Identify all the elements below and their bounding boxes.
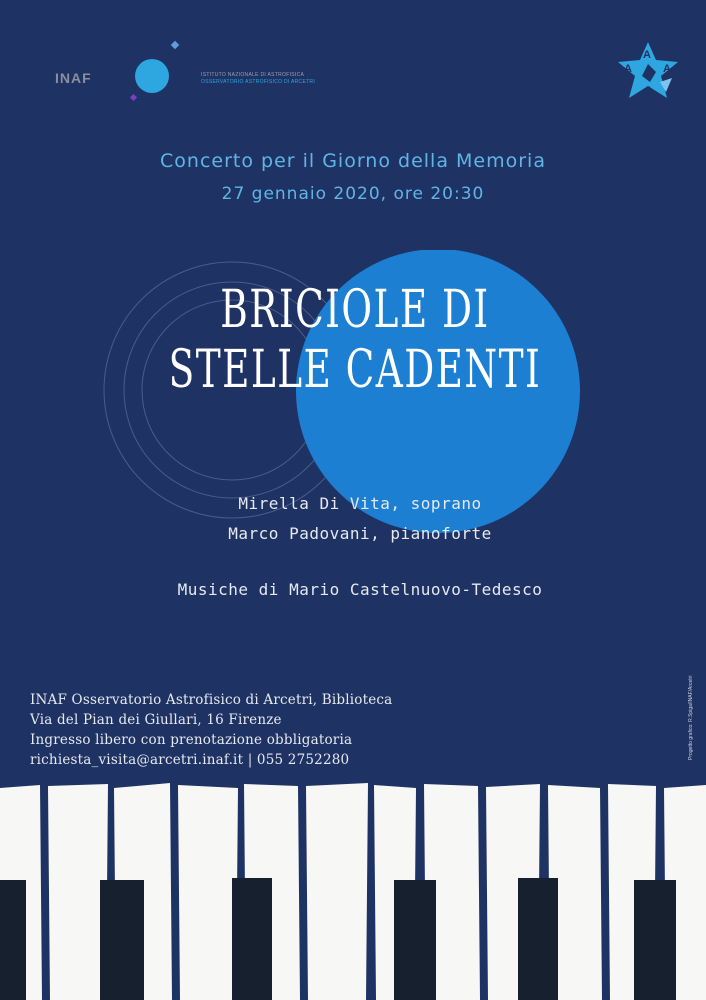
main-title-line-1: BRICIOLE DI	[220, 280, 490, 340]
composer-line: Musiche di Mario Castelnuovo-Tedesco	[177, 580, 543, 599]
performer-soprano: Mirella Di Vita, soprano	[238, 494, 482, 513]
design-credit: Progetto grafico: R.Spiga/INAF/Arcetri	[688, 675, 694, 760]
institute-name: ISTITUTO NAZIONALE DI ASTROFISICA	[201, 72, 305, 78]
inaf-logo-text: INAF	[55, 70, 92, 86]
svg-text:A: A	[643, 49, 651, 61]
star-aaaa-logo-icon	[612, 38, 684, 102]
piano-keyboard-graphic	[0, 780, 706, 1000]
admission-info: Ingresso libero con prenotazione obbligatoria	[30, 732, 353, 748]
event-title: Concerto per il Giorno della Memoria	[160, 150, 546, 172]
event-date: 27 gennaio 2020, ore 20:30	[221, 184, 485, 204]
svg-text:A: A	[624, 63, 632, 75]
performer-pianist: Marco Padovani, pianoforte	[228, 524, 492, 543]
observatory-name: OSSERVATORIO ASTROFISICO DI ARCETRI	[201, 79, 316, 85]
venue-address: Via del Pian dei Giullari, 16 Firenze	[30, 712, 282, 728]
inaf-logo-icon	[128, 40, 188, 104]
svg-text:A: A	[645, 85, 653, 97]
contact-info: richiesta_visita@arcetri.inaf.it | 055 2752280	[30, 752, 350, 768]
venue-name: INAF Osservatorio Astrofisico di Arcetri, Biblioteca	[30, 692, 393, 708]
main-title-line-2: STELLE CADENTI	[168, 340, 542, 400]
svg-text:A: A	[663, 63, 671, 75]
